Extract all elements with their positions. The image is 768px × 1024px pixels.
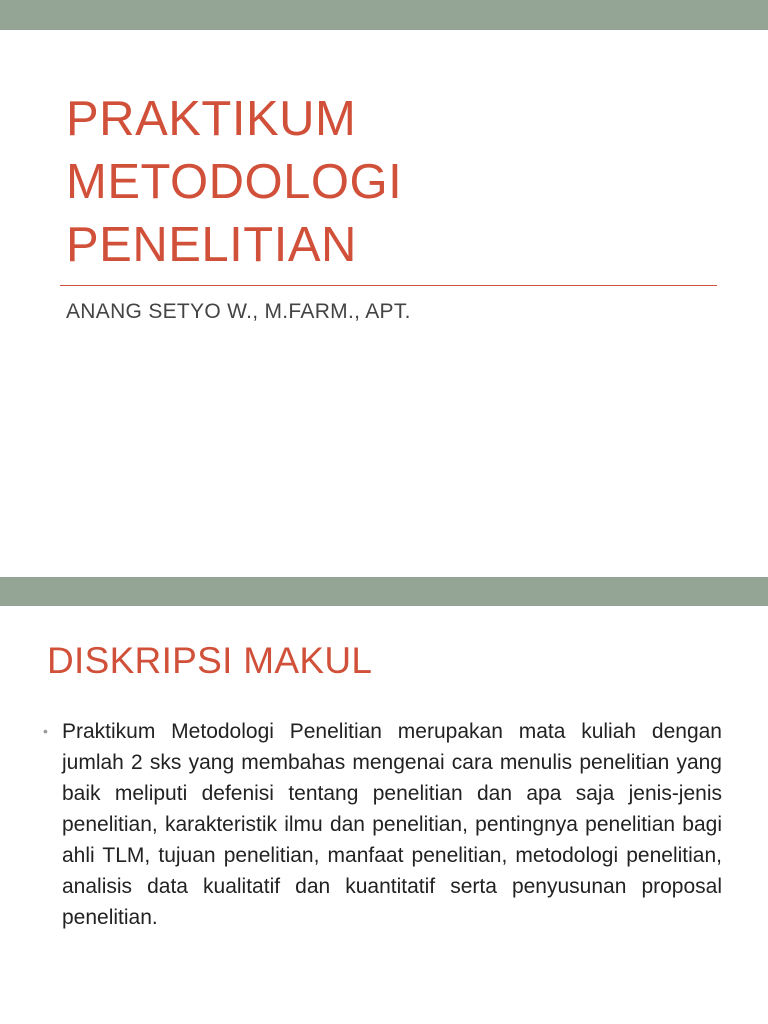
title-line-3: PENELITIAN [66,218,357,272]
slide-separator-band [0,577,768,606]
slide-title [66,88,402,277]
title-line-1: PRAKTIKUM [66,92,357,146]
author-subtitle: ANANG SETYO W., M.FARM., APT. [66,300,411,323]
title-line-2: METODOLOGI [66,155,403,209]
title-slide [0,30,768,577]
section-heading: DISKRIPSI MAKUL [47,640,373,681]
list-item [40,716,722,933]
description-slide [0,606,768,1024]
bullet-list [40,716,722,933]
bullet-text: Praktikum Metodologi Penelitian merupakan mata kuliah dengan jumlah 2 sks yang membahas mengenai cara menulis penelitian yang baik meliputi defenisi tentang penelitian dan apa saja jenis-jenis penelitian, karakteristik ilmu dan penelitian, pentingnya penelitian bagi ahli TLM, tujuan penelitian, manfaat penelitian, metodologi penelitian, analisis data kualitatif dan kuantitatif serta penyusunan proposal penelitian. [62,720,722,929]
title-divider [60,285,717,286]
top-band [0,0,768,30]
bullet-icon: • [43,723,48,739]
